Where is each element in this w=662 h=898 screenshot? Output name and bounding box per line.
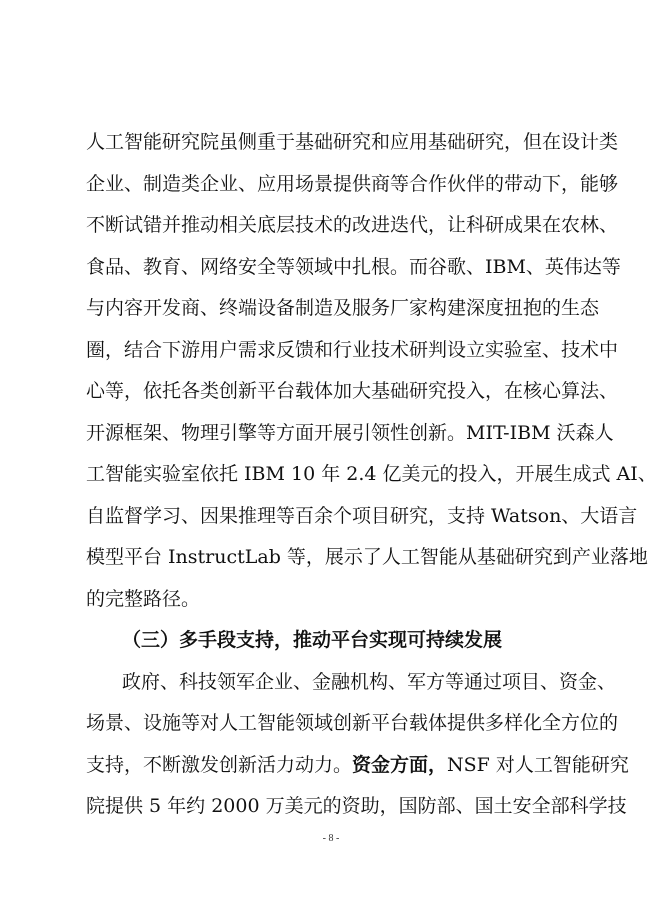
paragraph-text: NSF 对人工智能研究 [447, 754, 629, 776]
section-heading: （三）多手段支持，推动平台实现可持续发展 [122, 629, 503, 651]
paragraph-line: 不断试错并推动相关底层技术的改进迭代，让科研成果在农林、 [86, 214, 619, 236]
paragraph-line: 企业、制造类企业、应用场景提供商等合作伙伴的带动下，能够 [86, 173, 619, 195]
paragraph-line: 自监督学习、因果推理等百余个项目研究，支持 Watson、大语言 [86, 505, 638, 527]
paragraph-line: 食品、教育、网络安全等领域中扎根。而谷歌、IBM、英伟达等 [86, 256, 621, 278]
paragraph-line-mixed [86, 754, 629, 776]
page-number: - 8 - [322, 833, 340, 844]
paragraph-line: 开源框架、物理引擎等方面开展引领性创新。MIT-IBM 沃森人 [86, 422, 614, 444]
paragraph-line: 院提供 5 年约 2000 万美元的资助，国防部、国土安全部科学技 [86, 795, 627, 817]
paragraph-line: 工智能实验室依托 IBM 10 年 2.4 亿美元的投入，开展生成式 AI、 [86, 463, 657, 485]
paragraph-line: 的完整路径。 [86, 588, 201, 610]
paragraph-line: 人工智能研究院虽侧重于基础研究和应用基础研究，但在设计类 [86, 131, 619, 153]
paragraph-line: 模型平台 InstructLab 等，展示了人工智能从基础研究到产业落地 [86, 546, 648, 568]
paragraph-text: 支持，不断激发创新活力动力。 [86, 754, 353, 776]
paragraph-line: 场景、设施等对人工智能领域创新平台载体提供多样化全方位的 [86, 712, 619, 734]
paragraph-line: 圈，结合下游用户需求反馈和行业技术研判设立实验室、技术中 [86, 339, 619, 361]
paragraph-line: 与内容开发商、终端设备制造及服务厂家构建深度扭抱的生态 [86, 297, 600, 319]
bold-lead-in: 资金方面， [352, 754, 448, 776]
paragraph-line: 心等，依托各类创新平台载体加大基础研究投入，在核心算法、 [86, 380, 619, 402]
paragraph-line: 政府、科技领军企业、金融机构、军方等通过项目、资金、 [122, 671, 617, 693]
